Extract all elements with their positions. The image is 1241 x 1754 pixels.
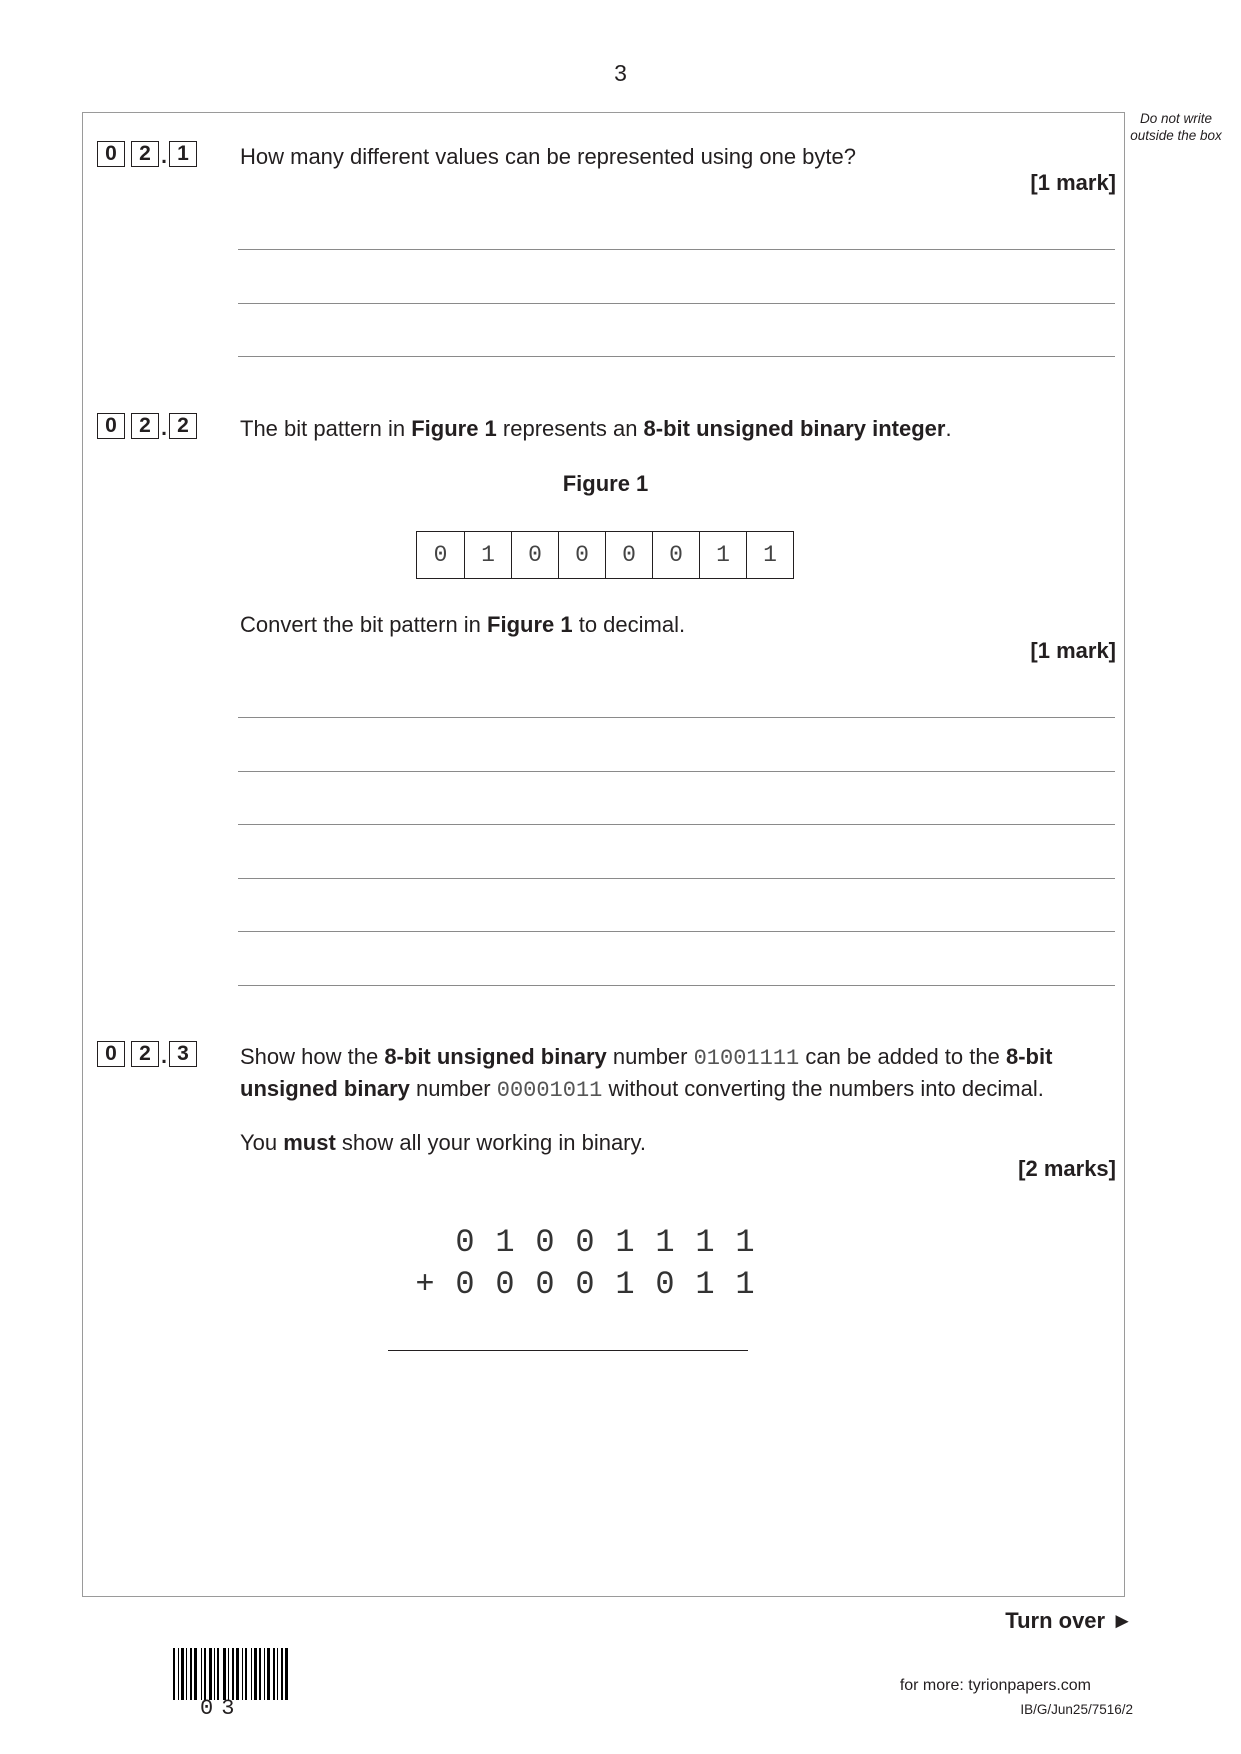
plus-sign: + bbox=[415, 1266, 435, 1303]
bit-cell: 0 bbox=[511, 532, 558, 578]
bit-cell: 1 bbox=[699, 532, 746, 578]
question-digit: 0 bbox=[97, 413, 125, 439]
binary-digit: 1 bbox=[495, 1224, 515, 1261]
answer-line[interactable] bbox=[238, 249, 1115, 250]
answer-line[interactable] bbox=[238, 985, 1115, 986]
answer-line[interactable] bbox=[238, 771, 1115, 772]
answer-box-border bbox=[82, 112, 1125, 1597]
barcode-number: 03 bbox=[200, 1696, 243, 1721]
question-number-02-2: 0 2 . 2 bbox=[97, 413, 197, 439]
question-digit: 2 bbox=[131, 413, 159, 439]
figure-title: Figure 1 bbox=[562, 471, 649, 496]
bit-cell: 0 bbox=[558, 532, 605, 578]
marks-label: [2 marks] bbox=[1018, 1156, 1116, 1181]
binary-digit: 1 bbox=[735, 1266, 755, 1303]
question-number-02-3: 0 2 . 3 bbox=[97, 1041, 197, 1067]
bit-cell: 0 bbox=[433, 542, 448, 568]
sum-answer-line[interactable] bbox=[388, 1350, 748, 1351]
binary-digit: 0 bbox=[455, 1224, 475, 1261]
binary-digit: 0 bbox=[535, 1224, 555, 1261]
question-part: 1 bbox=[169, 141, 197, 167]
binary-digit: 1 bbox=[655, 1224, 675, 1261]
question-instruction: You must show all your working in binary. bbox=[240, 1130, 646, 1155]
question-digit: 0 bbox=[97, 141, 125, 167]
answer-line[interactable] bbox=[238, 878, 1115, 879]
bit-cell: 1 bbox=[464, 532, 511, 578]
question-part: 2 bbox=[169, 413, 197, 439]
binary-digit: 0 bbox=[535, 1266, 555, 1303]
question-text: How many different values can be represented using one byte? bbox=[240, 144, 856, 169]
question-digit: 2 bbox=[131, 141, 159, 167]
answer-line[interactable] bbox=[238, 356, 1115, 357]
answer-line[interactable] bbox=[238, 303, 1115, 304]
marks-label: [1 mark] bbox=[1030, 638, 1116, 663]
answer-line[interactable] bbox=[238, 824, 1115, 825]
binary-digit: 1 bbox=[735, 1224, 755, 1261]
binary-digit: 1 bbox=[695, 1224, 715, 1261]
bit-cell: 0 bbox=[605, 532, 652, 578]
binary-addend-2 bbox=[405, 1266, 765, 1303]
question-instruction: Convert the bit pattern in Figure 1 to decimal. bbox=[240, 612, 686, 637]
paper-reference: IB/G/Jun25/7516/2 bbox=[1020, 1702, 1133, 1717]
binary-digit: 0 bbox=[575, 1224, 595, 1261]
binary-digit: 0 bbox=[455, 1266, 475, 1303]
margin-note: Do not write outside the box bbox=[1130, 111, 1222, 143]
question-text: Show how the 8-bit unsigned binary number 01001111 can be added to the 8-bit unsigned binary number 00001011 without converting the numbers into decimal. bbox=[240, 1044, 1053, 1103]
question-number-02-1: 0 2 . 1 bbox=[97, 141, 197, 167]
bit-cell: 0 bbox=[652, 532, 699, 578]
question-digit: 2 bbox=[131, 1041, 159, 1067]
turn-over-label: Turn over ► bbox=[1005, 1608, 1133, 1633]
binary-digit: 0 bbox=[495, 1266, 515, 1303]
question-digit: 0 bbox=[97, 1041, 125, 1067]
bit-cell: 1 bbox=[746, 532, 793, 578]
question-part: 3 bbox=[169, 1041, 197, 1067]
binary-digit: 0 bbox=[575, 1266, 595, 1303]
question-text: The bit pattern in Figure 1 represents an 8-bit unsigned binary integer. bbox=[240, 416, 952, 441]
binary-digit: 1 bbox=[695, 1266, 715, 1303]
binary-addend-1 bbox=[405, 1224, 765, 1261]
answer-line[interactable] bbox=[238, 931, 1115, 932]
barcode-image bbox=[173, 1648, 288, 1700]
marks-label: [1 mark] bbox=[1030, 170, 1116, 195]
binary-digit: 0 bbox=[655, 1266, 675, 1303]
answer-line[interactable] bbox=[238, 717, 1115, 718]
binary-digit: 1 bbox=[615, 1266, 635, 1303]
page-number: 3 bbox=[614, 60, 627, 86]
bit-pattern-table bbox=[416, 531, 794, 579]
footer-website[interactable]: for more: tyrionpapers.com bbox=[899, 1677, 1091, 1694]
binary-digit: 1 bbox=[615, 1224, 635, 1261]
